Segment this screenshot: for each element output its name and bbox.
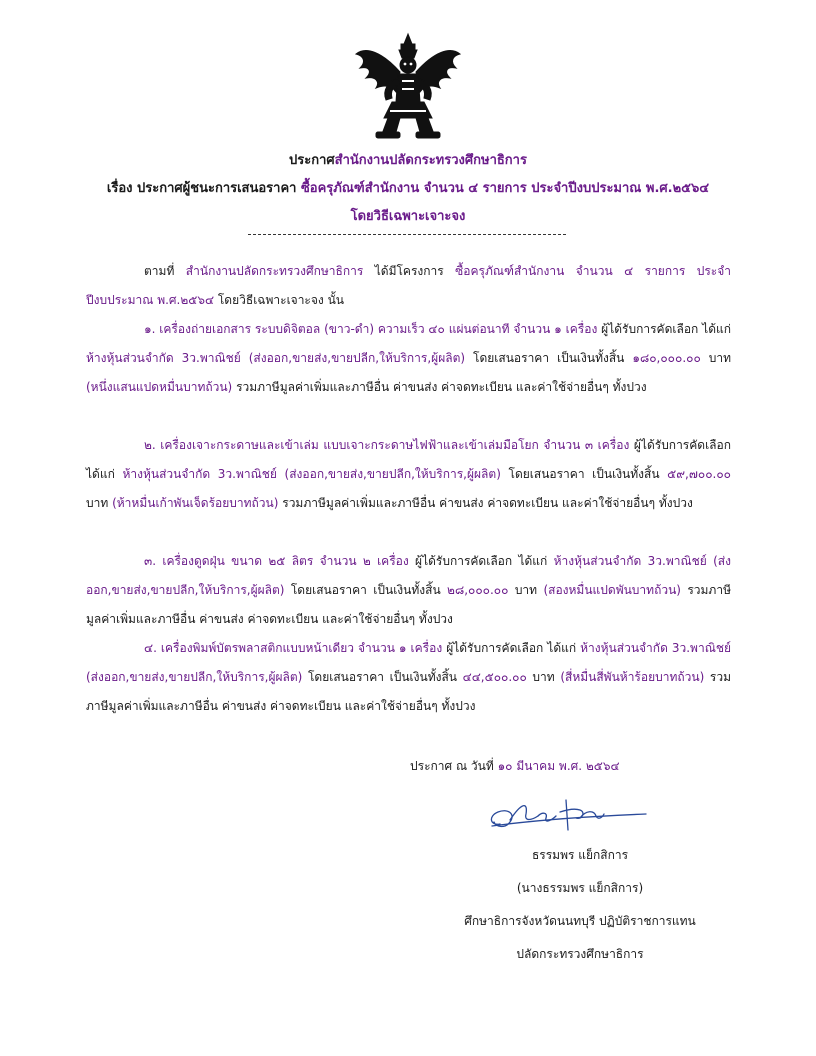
header-line-3: โดยวิธีเฉพาะเจาะจง [350,209,466,224]
item-number: ๔. [144,641,157,655]
intro-paragraph [86,257,731,315]
item-vendor: ห้างหุ้นส่วนจำกัด 3ว.พาณิชย์ (ส่งออก,ขายส่ง,ขายปลีก,ให้บริการ,ผู้ผลิต) [86,554,731,597]
announce-date-line [410,757,620,776]
item-tail-text: รวมภาษีมูลค่าเพิ่มและภาษีอื่น ค่าขนส่ง ค่าจดทะเบียน และค่าใช้จ่ายอื่นๆ ทั้งปวง [86,583,731,626]
intro-text-1: ตามที่ [144,264,186,278]
item-vendor: ห้างหุ้นส่วนจำกัด 3ว.พาณิชย์ (ส่งออก,ขายส่ง,ขายปลีก,ให้บริการ,ผู้ผลิต) [122,467,501,481]
item-offer-text: โดยเสนอราคา เป็นเงินทั้งสิ้น [302,670,463,684]
intro-text-2: ได้มีโครงการ [363,264,456,278]
item-tail-text: รวมภาษีมูลค่าเพิ่มและภาษีอื่น ค่าขนส่ง ค่าจดทะเบียน และค่าใช้จ่ายอื่นๆ ทั้งปวง [278,496,693,510]
item-amount-words: (สี่หมื่นสี่พันห้าร้อยบาทถ้วน) [560,670,705,684]
item-amount: ๑๘๐,๐๐๐.๐๐ [632,351,701,365]
item-selected-text: ผู้ได้รับการคัดเลือก ได้แก่ [86,438,732,481]
item-offer-text: โดยเสนอราคา เป็นเงินทั้งสิ้น [500,467,668,481]
intro-subject: ซื้อครุภัณฑ์สำนักงาน จำนวน ๔ รายการ ประจำปีงบประมาณ พ.ศ.๒๕๖๔ [86,264,732,307]
announce-date: ๑๐ มีนาคม พ.ศ. ๒๕๖๔ [497,759,620,773]
item-paragraph-4 [86,634,731,721]
item-baht-text: บาท [700,351,731,365]
item-amount-words: (สองหมื่นแปดพันบาทถ้วน) [543,583,681,597]
header-line-1 [40,149,776,170]
intro-text-3: โดยวิธีเฉพาะเจาะจง นั้น [214,293,344,307]
item-name: เครื่องดูดฝุ่น ขนาด ๒๕ ลิตร จำนวน ๒ เครื่อง [156,554,409,568]
item-number: ๑. [144,322,156,336]
handwritten-signature-icon [486,796,650,836]
header-org: สำนักงานปลัดกระทรวงศึกษาธิการ [334,153,527,168]
item-name: เครื่องพิมพ์บัตรพลาสติกแบบหน้าเดียว จำนวน ๑ เครื่อง [156,641,443,655]
item-vendor: ห้างหุ้นส่วนจำกัด 3ว.พาณิชย์ (ส่งออก,ขายส่ง,ขายปลีก,ให้บริการ,ผู้ผลิต) [86,351,466,365]
item-paragraph-3 [86,547,731,634]
item-amount-words: (หนึ่งแสนแปดหมื่นบาทถ้วน) [86,380,233,394]
item-paragraph-1 [86,315,731,402]
item-name: เครื่องถ่ายเอกสาร ระบบดิจิตอล (ขาว-ดำ) ความเร็ว ๔๐ แผ่นต่อนาที จำนวน ๑ เครื่อง [155,322,598,336]
announce-label: ประกาศ ณ วันที่ [410,759,498,773]
header-divider [248,234,566,235]
item-baht-text: บาท [526,670,561,684]
item-amount: ๕๙,๗๐๐.๐๐ [667,467,731,481]
item-baht-text: บาท [86,496,113,510]
item-offer-text: โดยเสนอราคา เป็นเงินทั้งสิ้น [465,351,633,365]
item-selected-text: ผู้ได้รับการคัดเลือก ได้แก่ [442,641,581,655]
intro-org: สำนักงานปลัดกระทรวงศึกษาธิการ [185,264,364,278]
item-tail-text: รวมภาษีมูลค่าเพิ่มและภาษีอื่น ค่าขนส่ง ค่าจดทะเบียน และค่าใช้จ่ายอื่นๆ ทั้งปวง [232,380,647,394]
signer-name: ธรรมพร แย็กสิการ [531,848,629,862]
item-number: ๒. [144,438,156,452]
signer-position-2: ปลัดกระทรวงศึกษาธิการ [516,947,644,961]
header-prefix: ประกาศ [289,153,335,168]
header-subject-prefix: เรื่อง ประกาศผู้ชนะการเสนอราคา [106,181,297,196]
item-amount: ๔๔,๕๐๐.๐๐ [462,670,527,684]
item-amount-words: (ห้าหมื่นเก้าพันเจ็ดร้อยบาทถ้วน) [112,496,279,510]
header-line-2 [40,177,776,198]
item-amount: ๒๘,๐๐๐.๐๐ [447,583,509,597]
item-paragraph-2 [86,431,731,518]
item-vendor: ห้างหุ้นส่วนจำกัด 3ว.พาณิชย์ (ส่งออก,ขายส่ง,ขายปลีก,ให้บริการ,ผู้ผลิต) [86,641,731,684]
garuda-emblem-icon [352,32,464,142]
item-number: ๓. [144,554,157,568]
item-baht-text: บาท [508,583,544,597]
signer-position: ศึกษาธิการจังหวัดนนทบุรี ปฏิบัติราชการแทน [464,914,696,928]
item-selected-text: ผู้ได้รับการคัดเลือก ได้แก่ [597,322,731,336]
header-subject: ซื้อครุภัณฑ์สำนักงาน จำนวน ๔ รายการ ประจำปีงบประมาณ พ.ศ.๒๕๖๔ [300,181,710,196]
item-tail-text: รวมภาษีมูลค่าเพิ่มและภาษีอื่น ค่าขนส่ง ค่าจดทะเบียน และค่าใช้จ่ายอื่นๆ ทั้งปวง [86,670,731,713]
item-offer-text: โดยเสนอราคา เป็นเงินทั้งสิ้น [284,583,448,597]
item-selected-text: ผู้ได้รับการคัดเลือก ได้แก่ [408,554,554,568]
item-name: เครื่องเจาะกระดาษและเข้าเล่ม แบบเจาะกระดาษไฟฟ้าและเข้าเล่มมือโยก จำนวน ๓ เครื่อง [155,438,630,452]
signer-full-name: (นางธรรมพร แย็กสิการ) [516,881,644,895]
